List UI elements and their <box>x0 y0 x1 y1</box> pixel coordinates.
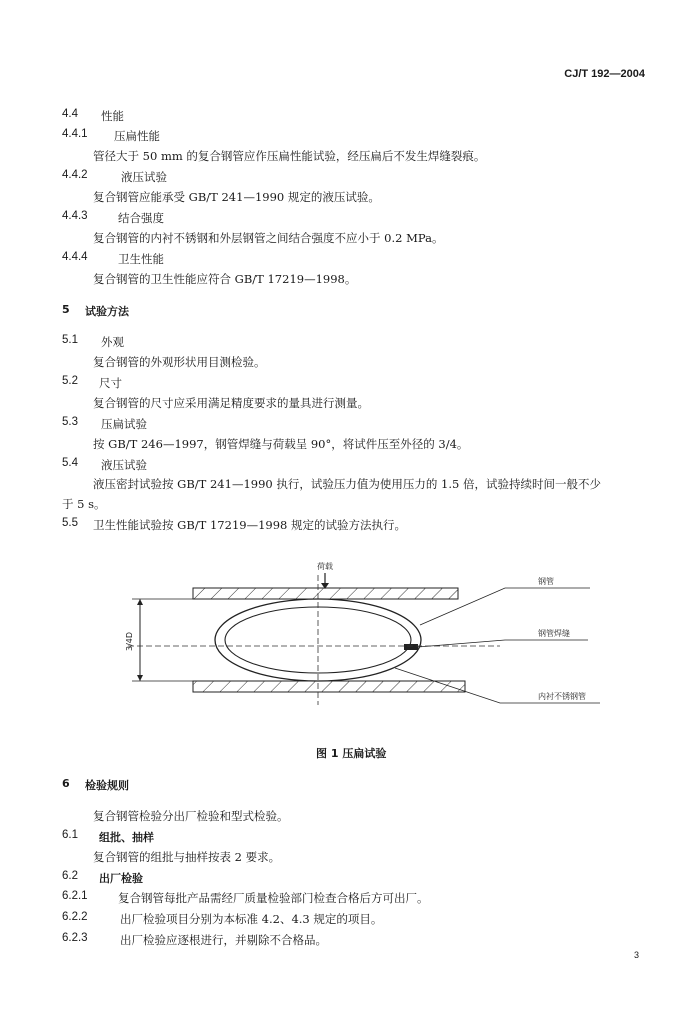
section-4-4-2-number: 4.4.2 <box>62 169 88 181</box>
section-5-2-body: 复合钢管的尺寸应采用满足精度要求的量具进行测量。 <box>93 396 369 410</box>
section-4-4-1-body: 管径大于 50 mm 的复合钢管应作压扁性能试验，经压扁后不发生焊缝裂痕。 <box>93 149 486 163</box>
section-6-2-3-number: 6.2.3 <box>62 932 88 944</box>
section-6-2-3-body: 出厂检验应逐根进行，并剔除不合格品。 <box>120 933 327 947</box>
top-plate <box>193 588 458 599</box>
load-label: 荷载 <box>317 562 333 571</box>
section-4-4-2-title: 液压试验 <box>121 170 167 184</box>
section-4-4-4-body: 复合钢管的卫生性能应符合 GB/T 17219—1998。 <box>93 272 357 286</box>
section-4-4-2-body: 复合钢管应能承受 GB/T 241—1990 规定的液压试验。 <box>93 190 380 204</box>
bottom-plate <box>193 681 465 692</box>
section-4-4-title: 性能 <box>101 109 124 123</box>
section-4-4-1-title: 压扁性能 <box>114 129 160 143</box>
weld-label: 钢管焊缝 <box>538 629 570 638</box>
page-number: 3 <box>633 950 639 960</box>
section-5-1-number: 5.1 <box>62 334 78 346</box>
section-6-2-number: 6.2 <box>62 870 78 882</box>
dimension-label: 3/4D <box>125 631 134 651</box>
section-5-2-number: 5.2 <box>62 375 78 387</box>
liner-label: 内衬不锈钢管 <box>538 692 586 701</box>
section-6-2-1-body: 复合钢管每批产品需经厂质量检验部门检查合格后方可出厂。 <box>118 891 429 905</box>
standard-number: CJ/T 192—2004 <box>564 68 645 80</box>
section-5-3-number: 5.3 <box>62 416 78 428</box>
section-4-4-3-title: 结合强度 <box>118 211 164 225</box>
pipe-label: 钢管 <box>538 577 554 586</box>
section-5-4-title: 液压试验 <box>101 458 147 472</box>
section-6-1-body: 复合钢管的组批与抽样按表 2 要求。 <box>93 850 281 864</box>
figure-caption: 图 1 压扁试验 <box>316 747 387 760</box>
section-4-4-3-number: 4.4.3 <box>62 210 88 222</box>
section-6-1-title: 组批、抽样 <box>99 831 154 844</box>
section-4-4-4-title: 卫生性能 <box>118 252 164 266</box>
section-4-4-1-number: 4.4.1 <box>62 128 88 140</box>
section-6-2-2-body: 出厂检验项目分别为本标准 4.2、4.3 规定的项目。 <box>120 912 383 926</box>
section-6-1-number: 6.1 <box>62 829 78 841</box>
section-6-number: 6 <box>62 777 70 790</box>
weld-mark <box>404 644 418 650</box>
section-5-4-number: 5.4 <box>62 457 78 469</box>
section-5-3-body: 按 GB/T 246—1997，钢管焊缝与荷载呈 90°，将试件压至外径的 3/4。 <box>93 437 469 451</box>
section-5-2-title: 尺寸 <box>99 376 122 390</box>
section-4-4-number: 4.4 <box>62 108 78 120</box>
section-5-1-body: 复合钢管的外观形状用目测检验。 <box>93 355 266 369</box>
section-5-4-body-line2: 于 5 s。 <box>62 497 106 511</box>
section-6-intro: 复合钢管检验分出厂检验和型式检验。 <box>93 809 289 823</box>
section-4-4-4-number: 4.4.4 <box>62 251 88 263</box>
section-4-4-3-body: 复合钢管的内衬不锈钢和外层钢管之间结合强度不应小于 0.2 MPa。 <box>93 231 444 245</box>
section-5-5-body: 卫生性能试验按 GB/T 17219—1998 规定的试验方法执行。 <box>93 518 406 532</box>
section-6-2-1-number: 6.2.1 <box>62 890 88 902</box>
section-5-3-title: 压扁试验 <box>101 417 147 431</box>
section-6-2-2-number: 6.2.2 <box>62 911 88 923</box>
section-6-title: 检验规则 <box>85 779 129 792</box>
flattening-test-figure <box>0 555 683 755</box>
section-6-2-title: 出厂检验 <box>99 872 143 885</box>
section-5-4-body-line1: 液压密封试验按 GB/T 241—1990 执行，试验压力值为使用压力的 1.5 倍，试验持续时间一般不少 <box>93 477 601 491</box>
section-5-number: 5 <box>62 303 70 316</box>
section-5-1-title: 外观 <box>101 335 124 349</box>
section-5-5-number: 5.5 <box>62 517 78 529</box>
section-5-title: 试验方法 <box>85 305 129 318</box>
